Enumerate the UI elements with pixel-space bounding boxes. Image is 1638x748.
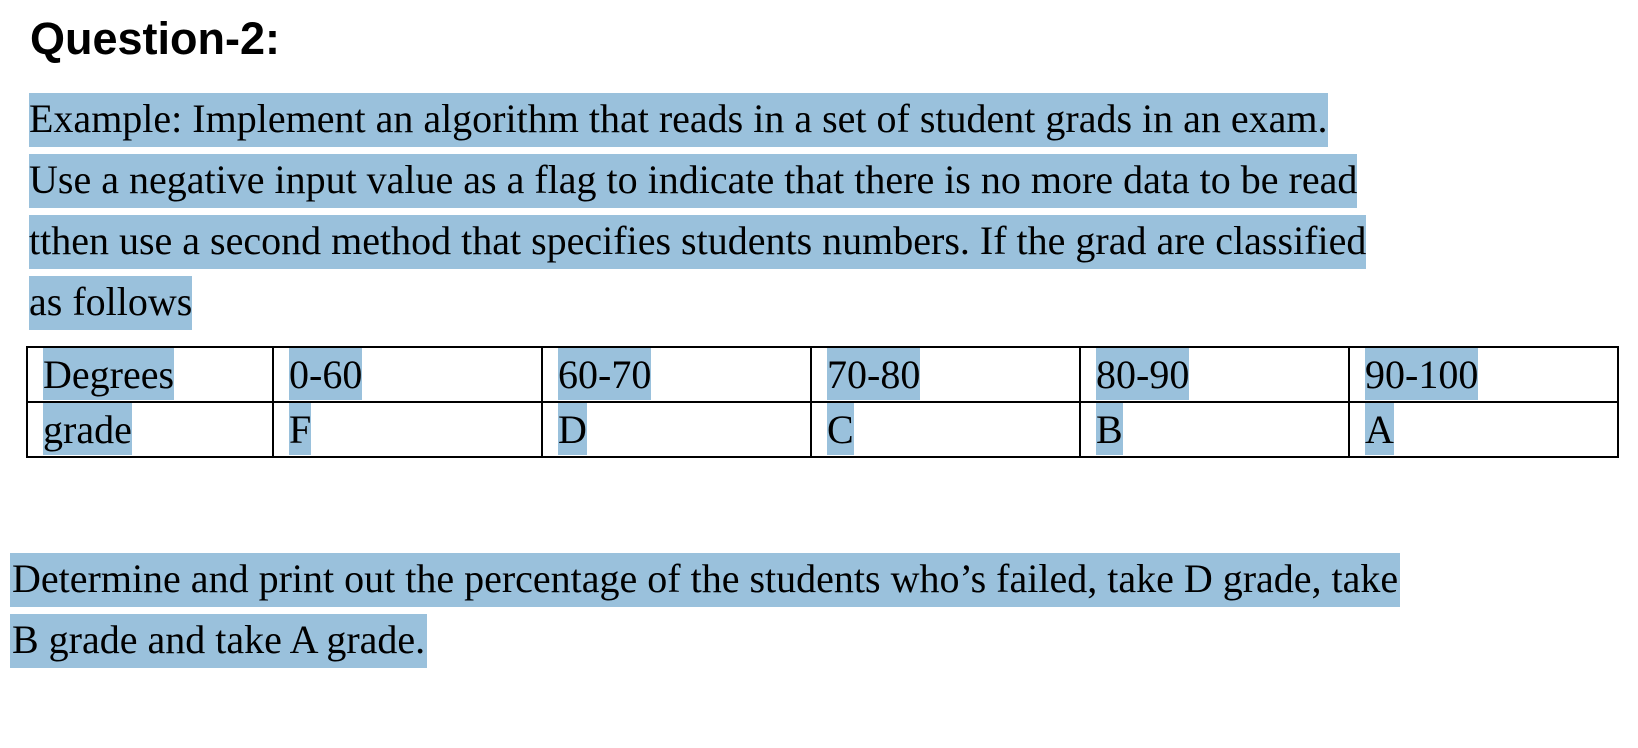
problem-statement-line-text: as follows <box>29 276 192 330</box>
problem-statement-line <box>29 88 1366 149</box>
table-cell-text: 90-100 <box>1365 348 1478 400</box>
table-row-grade <box>27 402 1618 457</box>
table-cell-text: 0-60 <box>289 348 362 400</box>
task-statement-line-text: Determine and print out the percentage of the students who’s failed, take D grade, take <box>10 553 1400 607</box>
problem-statement-line-text: Use a negative input value as a flag to indicate that there is no more data to be read <box>29 154 1357 208</box>
table-cell-text: C <box>827 403 854 455</box>
table-cell <box>1080 347 1349 402</box>
table-cell <box>1349 402 1618 457</box>
table-cell-text: Degrees <box>43 348 174 400</box>
problem-statement-line-text: Example: Implement an algorithm that reads in a set of student grads in an exam. <box>29 93 1328 147</box>
table-cell-text: 70-80 <box>827 348 920 400</box>
table-cell <box>273 402 542 457</box>
table-cell <box>1080 402 1349 457</box>
table-cell <box>27 347 273 402</box>
table-cell-text: B <box>1096 403 1123 455</box>
table-cell-text: A <box>1365 403 1394 455</box>
table-cell-text: grade <box>43 403 132 455</box>
task-statement <box>10 548 1400 670</box>
problem-statement-line-text: tthen use a second method that specifies students numbers. If the grad are classified <box>29 215 1366 269</box>
table-cell-text: F <box>289 403 311 455</box>
task-statement-line-text: B grade and take A grade. <box>10 614 427 668</box>
table-cell-text: 80-90 <box>1096 348 1189 400</box>
table-cell <box>542 347 811 402</box>
table-cell-text: 60-70 <box>558 348 651 400</box>
table-cell <box>27 402 273 457</box>
table-cell <box>811 402 1080 457</box>
question-heading: Question-2: <box>30 13 281 64</box>
table-row-degrees <box>27 347 1618 402</box>
grade-classification-table <box>26 346 1619 458</box>
problem-statement-line <box>29 271 1366 332</box>
table-cell <box>1349 347 1618 402</box>
table-cell <box>811 347 1080 402</box>
task-statement-line <box>10 548 1400 609</box>
problem-statement-line <box>29 210 1366 271</box>
table-cell <box>542 402 811 457</box>
problem-statement-line <box>29 149 1366 210</box>
table-cell <box>273 347 542 402</box>
table-cell-text: D <box>558 403 587 455</box>
problem-statement <box>29 88 1366 332</box>
task-statement-line <box>10 609 1400 670</box>
